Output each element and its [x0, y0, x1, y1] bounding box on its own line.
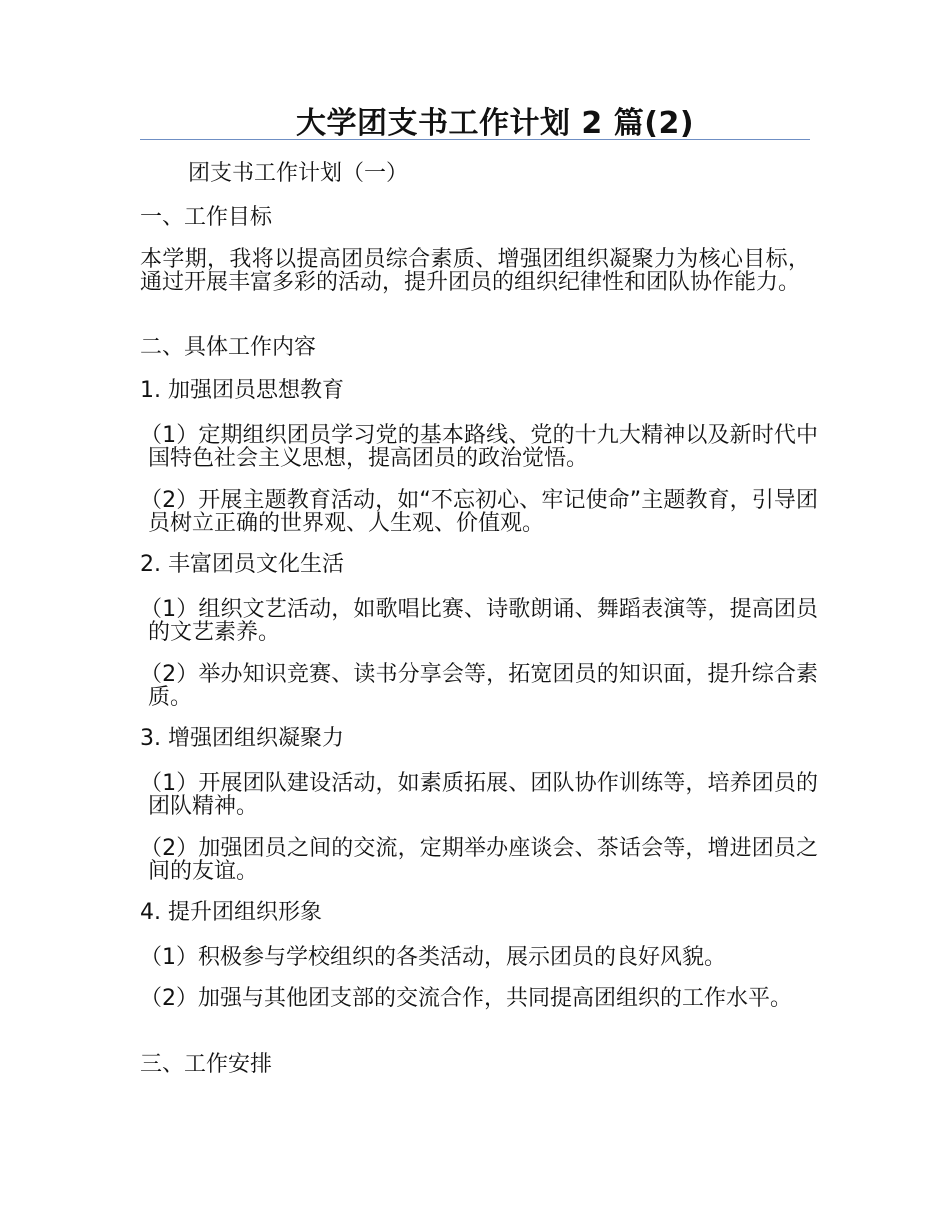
section-heading-schedule: 三、工作安排: [140, 1052, 273, 1077]
list-item: （1）积极参与学校组织的各类活动，展示团员的良好风貌。: [140, 945, 726, 970]
group-heading-1: 1. 加强团员思想教育: [140, 378, 344, 403]
document-title: 大学团支书工作计划 2 篇(2): [295, 106, 695, 141]
list-item: （2）加强与其他团支部的交流合作，共同提高团组织的工作水平。: [140, 986, 792, 1011]
list-item: （2）开展主题教育活动，如“不忘初心、牢记使命”主题教育，引导团员树立正确的世界观、人生观、价值观。: [140, 488, 818, 536]
list-item: （1）定期组织团员学习党的基本路线、党的十九大精神以及新时代中国特色社会主义思想，提高团员的政治觉悟。: [140, 423, 818, 471]
document-subtitle: 团支书工作计划（一）: [188, 161, 409, 186]
group-heading-2: 2. 丰富团员文化生活: [140, 552, 344, 577]
section-heading-content: 二、具体工作内容: [140, 335, 317, 360]
group-heading-3: 3. 增强团组织凝聚力: [140, 726, 344, 751]
list-item: （1）开展团队建设活动，如素质拓展、团队协作训练等，培养团员的团队精神。: [140, 771, 818, 819]
section-body-goals: 本学期，我将以提高团员综合素质、增强团组织凝聚力为核心目标，通过开展丰富多彩的活动，提升团员的组织纪律性和团队协作能力。: [140, 247, 810, 295]
section-heading-goals: 一、工作目标: [140, 205, 273, 230]
list-item: （2）举办知识竞赛、读书分享会等，拓宽团员的知识面，提升综合素质。: [140, 662, 818, 710]
group-heading-4: 4. 提升团组织形象: [140, 900, 322, 925]
title-underline: [140, 139, 810, 140]
list-item: （2）加强团员之间的交流，定期举办座谈会、茶话会等，增进团员之间的友谊。: [140, 836, 818, 884]
list-item: （1）组织文艺活动，如歌唱比赛、诗歌朗诵、舞蹈表演等，提高团员的文艺素养。: [140, 597, 818, 645]
